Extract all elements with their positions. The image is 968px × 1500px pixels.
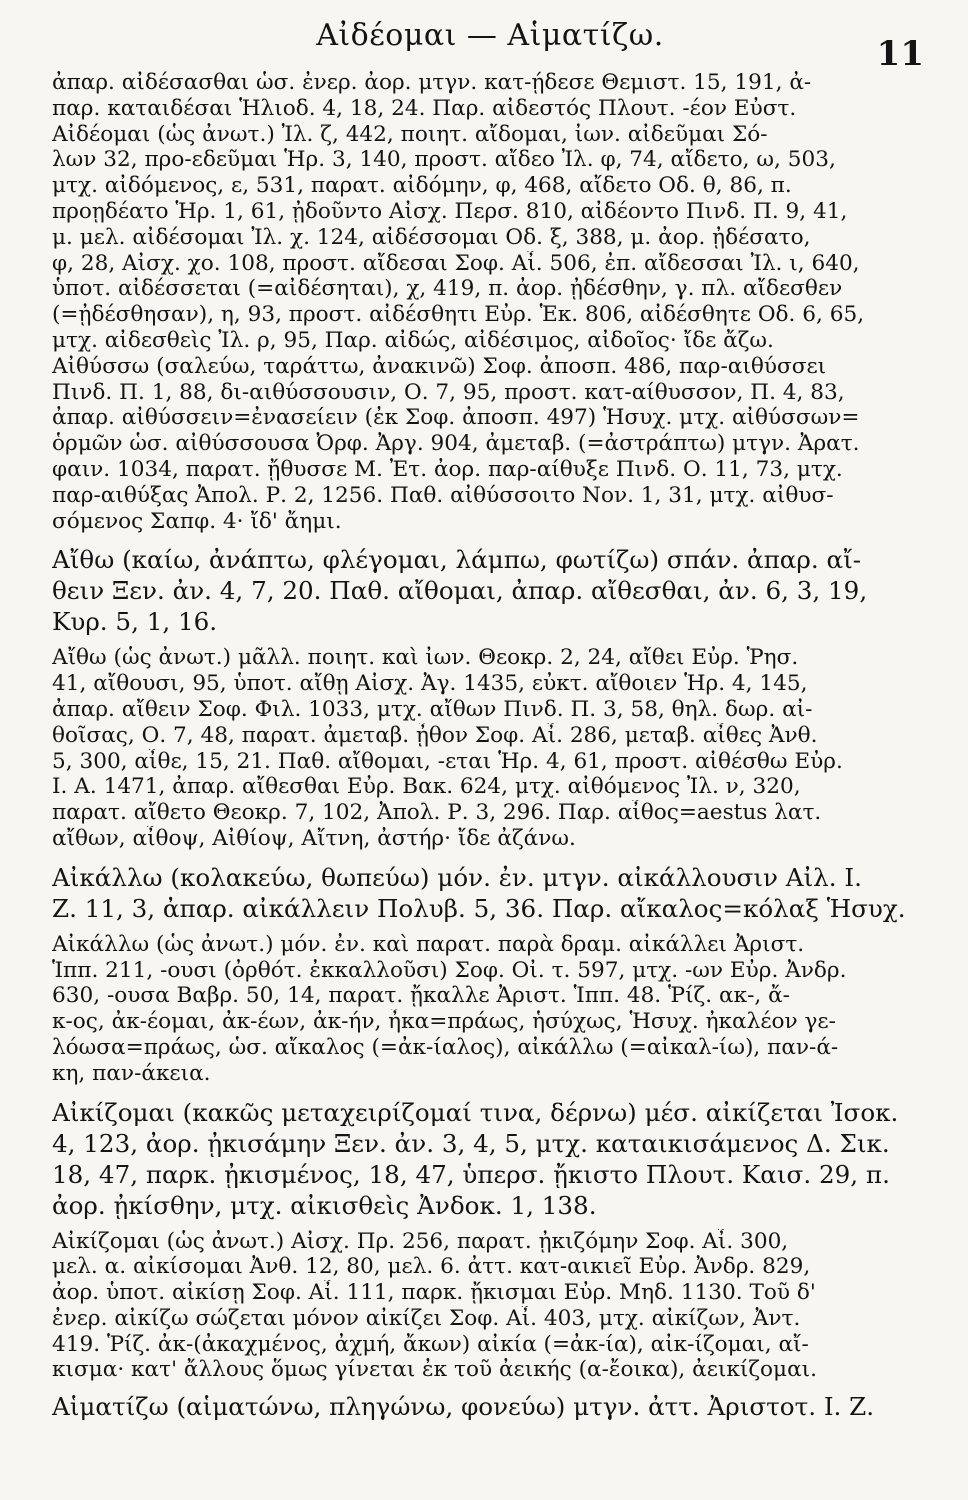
entry-text-line: μ. μελ. αἰδέσομαι Ἰλ. χ. 124, αἰδέσσομαι Οδ. ξ, 388, μ. ἀορ. ᾐδέσατο, <box>52 224 811 250</box>
entry-text-line: Αἰθύσσω (σαλεύω, ταράττω, ἀνακινῶ) Σοφ. ἀποσπ. 486, παρ-αιθύσσει <box>52 353 827 379</box>
entry-text-line: παρ-αιθύξας Ἀπολ. Ρ. 2, 1256. Παθ. αἰθύσσοιτο Νον. 1, 31, μτχ. αἰθυσ- <box>52 482 834 508</box>
dictionary-entry-aitho <box>52 544 928 637</box>
dictionary-entry-aideomai-cont <box>52 70 928 534</box>
entry-text-line: κισμα· κατ' ἄλλους ὅμως γίνεται ἐκ τοῦ ἀεικής (α-ἔοικα), ἀεικίζομαι. <box>52 1357 818 1383</box>
entry-text-line: μτχ. αἰδόμενος, ε, 531, παρατ. αἰδόμην, φ, 468, αἴδετο Οδ. θ, 86, π. <box>52 173 792 199</box>
entry-text-line: παρ. καταιδέσαι Ἡλιοδ. 4, 18, 24. Παρ. αἰδεστός Πλουτ. -έον Εὐστ. <box>52 95 797 121</box>
entry-text-line: (=ᾐδέσθησαν), η, 93, προστ. αἰδέσθητι Εὐρ. Ἑκ. 806, αἰδέσθητε Οδ. 6, 65, <box>52 302 865 328</box>
entry-text-line: παρατ. αἴθετο Θεοκρ. 7, 102, Ἀπολ. Ρ. 3, 296. Παρ. αἶθος=aestus λατ. <box>52 800 822 826</box>
entry-text-line: Αἰκάλλω (κολακεύω, θωπεύω) μόν. ἐν. μτγν. αἰκάλλουσιν Αἰλ. Ι. <box>52 862 862 892</box>
entry-text-line: ἀπαρ. αἰθύσσειν=ἐνασείειν (ἐκ Σοφ. ἀποσπ. 497) Ἡσυχ. μτχ. αἰθύσσων= <box>52 405 860 431</box>
entry-text-line: 41, αἴθουσι, 95, ὑποτ. αἴθῃ Αἰσχ. Ἀγ. 1435, εὐκτ. αἴθοιεν Ἡρ. 4, 145, <box>52 671 808 697</box>
entry-text-line: Αἱματίζω (αἱματώνω, πληγώνω, φονεύω) μτγν. ἀττ. Ἀριστοτ. Ι. Ζ. <box>52 1392 875 1422</box>
dictionary-entry-aikizomai <box>52 1097 928 1221</box>
entry-text-line: μτχ. αἰδεσθεὶς Ἰλ. ρ, 95, Παρ. αἰδώς, αἰδέσιμος, αἰδοῖος· ἴδε ἄζω. <box>52 327 774 353</box>
entry-text-line: Ι. Α. 1471, ἀπαρ. αἴθεσθαι Εὐρ. Βακ. 624, μτχ. αἰθόμενος Ἰλ. ν, 320, <box>52 774 801 800</box>
dictionary-entry-aitho-cont <box>52 645 928 851</box>
entry-text-line: Αἴθω (ὡς ἀνωτ.) μᾶλλ. ποιητ. καὶ ἰων. Θεοκρ. 2, 24, αἴθει Εὐρ. Ῥησ. <box>52 645 799 671</box>
entry-text-line: Κυρ. 5, 1, 16. <box>52 607 218 637</box>
page-header <box>52 16 928 74</box>
entry-text-line: ἀπαρ. αἴθειν Σοφ. Φιλ. 1033, μτχ. αἴθων Πινδ. Π. 3, 58, θηλ. δωρ. αἰ- <box>52 696 813 722</box>
entry-text-line: Ζ. 11, 3, ἀπαρ. αἰκάλλειν Πολυβ. 5, 36. Παρ. αἴκαλος=κόλαξ Ἡσυχ. <box>52 893 906 923</box>
entry-text-line: λόωσα=πράως, ὡσ. αἴκαλος (=ἀκ-ίαλος), αἰκάλλω (=αἰκαλ-ίω), παν-ά- <box>52 1034 839 1060</box>
entry-text-line: Αἰδέομαι (ὡς ἀνωτ.) Ἰλ. ζ, 442, ποιητ. αἴδομαι, ἰων. αἰδεῦμαι Σό- <box>52 121 768 147</box>
entry-text-line: θοῖσας, Ο. 7, 48, παρατ. ἀμεταβ. ᾖθον Σοφ. Αἶ. 286, μεταβ. αἶθες Ἀνθ. <box>52 722 818 748</box>
entry-text-line: ἀορ. ὑποτ. αἰκίσῃ Σοφ. Αἶ. 111, παρκ. ᾔκισμαι Εὐρ. Μηδ. 1130. Τοῦ δ' <box>52 1280 816 1306</box>
entry-text-line: Αἰκίζομαι (κακῶς μεταχειρίζομαί τινα, δέρνω) μέσ. αἰκίζεται Ἰσοκ. <box>52 1097 899 1127</box>
entry-text-line: φαιν. 1034, παρατ. ᾔθυσσε Μ. Ἐτ. ἀορ. παρ-αίθυξε Πινδ. Ο. 11, 73, μτχ. <box>52 456 843 482</box>
entry-text-line: φ, 28, Αἰσχ. χο. 108, προστ. αἴδεσαι Σοφ. Αἶ. 506, ἐπ. αἴδεσσαι Ἰλ. ι, 640, <box>52 250 860 276</box>
entries-column <box>52 70 928 1422</box>
entry-text-line: κ-ος, ἀκ-έομαι, ἀκ-έων, ἀκ-ήν, ἦκα=πράως, ἡσύχως, Ἡσυχ. ἠκαλέον γε- <box>52 1009 836 1035</box>
entry-text-line: Αἰκίζομαι (ὡς ἀνωτ.) Αἰσχ. Πρ. 256, παρατ. ᾐκιζόμην Σοφ. Αἶ. 300, <box>52 1228 789 1254</box>
entry-text-line: κη, παν-άκεια. <box>52 1060 211 1086</box>
entry-text-line: 5, 300, αἶθε, 15, 21. Παθ. αἴθομαι, -εται Ἡρ. 4, 61, προστ. αἰθέσθω Εὐρ. <box>52 748 843 774</box>
page-number: 11 <box>876 34 924 74</box>
entry-text-line: σόμενος Σαπφ. 4· ἴδ' ἄημι. <box>52 508 342 534</box>
entry-text-line: Πινδ. Π. 1, 88, δι-αιθύσσουσιν, Ο. 7, 95, προστ. κατ-αίθυσσον, Π. 4, 83, <box>52 379 845 405</box>
entry-text-line: αἴθων, αἶθοψ, Αἰθίοψ, Αἴτνη, ἀστήρ· ἴδε ἀζάνω. <box>52 825 576 851</box>
entry-text-line: Ἱππ. 211, -ουσι (ὀρθότ. ἐκκαλλοῦσι) Σοφ. Οἰ. τ. 597, μτχ. -ων Εὐρ. Ἀνδρ. <box>52 957 847 983</box>
entry-text-line: ὁρμῶν ὡσ. αἰθύσσουσα Ὀρφ. Ἀργ. 904, ἀμεταβ. (=ἀστράπτω) μτγν. Ἀρατ. <box>52 431 860 457</box>
dictionary-entry-aikizomai-cont <box>52 1229 928 1384</box>
running-title: Αἰδέομαι — Αἱματίζω. <box>316 18 664 53</box>
dictionary-entry-aikallo <box>52 862 928 924</box>
entry-text-line: 419. Ῥίζ. ἀκ-(ἀκαχμένος, ἀχμή, ἄκων) αἰκία (=ἀκ-ία), αἰκ-ίζομαι, αἴ- <box>52 1331 809 1357</box>
entry-text-line: 18, 47, παρκ. ᾐκισμένος, 18, 47, ὑπερσ. ᾔκιστο Πλουτ. Καισ. 29, π. <box>52 1159 890 1189</box>
entry-text-line: προῃδέατο Ἡρ. 1, 61, ᾐδοῦντο Αἰσχ. Περσ. 810, αἰδέοντο Πινδ. Π. 9, 41, <box>52 198 848 224</box>
entry-text-line: Αἴθω (καίω, ἀνάπτω, φλέγομαι, λάμπω, φωτίζω) σπάν. ἀπαρ. αἴ- <box>52 545 862 575</box>
entry-text-line: θειν Ξεν. ἀν. 4, 7, 20. Παθ. αἴθομαι, ἀπαρ. αἴθεσθαι, ἀν. 6, 3, 19, <box>52 576 868 606</box>
entry-text-line: ἀπαρ. αἰδέσασθαι ὡσ. ἐνερ. ἀορ. μτγν. κατ-ῄδεσε Θεμιστ. 15, 191, ἀ- <box>52 70 812 95</box>
dictionary-entry-aimatizo <box>52 1391 928 1422</box>
entry-text-line: ἐνερ. αἰκίζω σώζεται μόνον αἰκίζει Σοφ. Αἶ. 403, μτχ. αἰκίζων, Ἀντ. <box>52 1305 801 1331</box>
dictionary-entry-aikallo-cont <box>52 932 928 1087</box>
entry-text-line: ὑποτ. αἰδέσσεται (=αἰδέσηται), χ, 419, π. ἀορ. ᾐδέσθην, γ. πλ. αἴδεσθεν <box>52 276 843 302</box>
entry-text-line: λων 32, προ-εδεῦμαι Ἡρ. 3, 140, προστ. αἴδεο Ἰλ. φ, 74, αἴδετο, ω, 503, <box>52 147 836 173</box>
entry-text-line: Αἰκάλλω (ὡς ἀνωτ.) μόν. ἐν. καὶ παρατ. παρὰ δραμ. αἰκάλλει Ἀριστ. <box>52 931 805 957</box>
entry-text-line: ἀορ. ᾐκίσθην, μτχ. αἰκισθεὶς Ἀνδοκ. 1, 138. <box>52 1190 597 1220</box>
entry-text-line: 4, 123, ἀορ. ᾐκισάμην Ξεν. ἀν. 3, 4, 5, μτχ. καταικισάμενος Δ. Σικ. <box>52 1128 890 1158</box>
entry-text-line: 630, -ουσα Βαβρ. 50, 14, παρατ. ᾔκαλλε Ἀριστ. Ἱππ. 48. Ῥίζ. ακ-, ἄ- <box>52 983 790 1009</box>
entry-text-line: μελ. α. αἰκίσομαι Ἀνθ. 12, 80, μελ. 6. ἀττ. κατ-αικιεῖ Εὐρ. Ἀνδρ. 829, <box>52 1254 811 1280</box>
